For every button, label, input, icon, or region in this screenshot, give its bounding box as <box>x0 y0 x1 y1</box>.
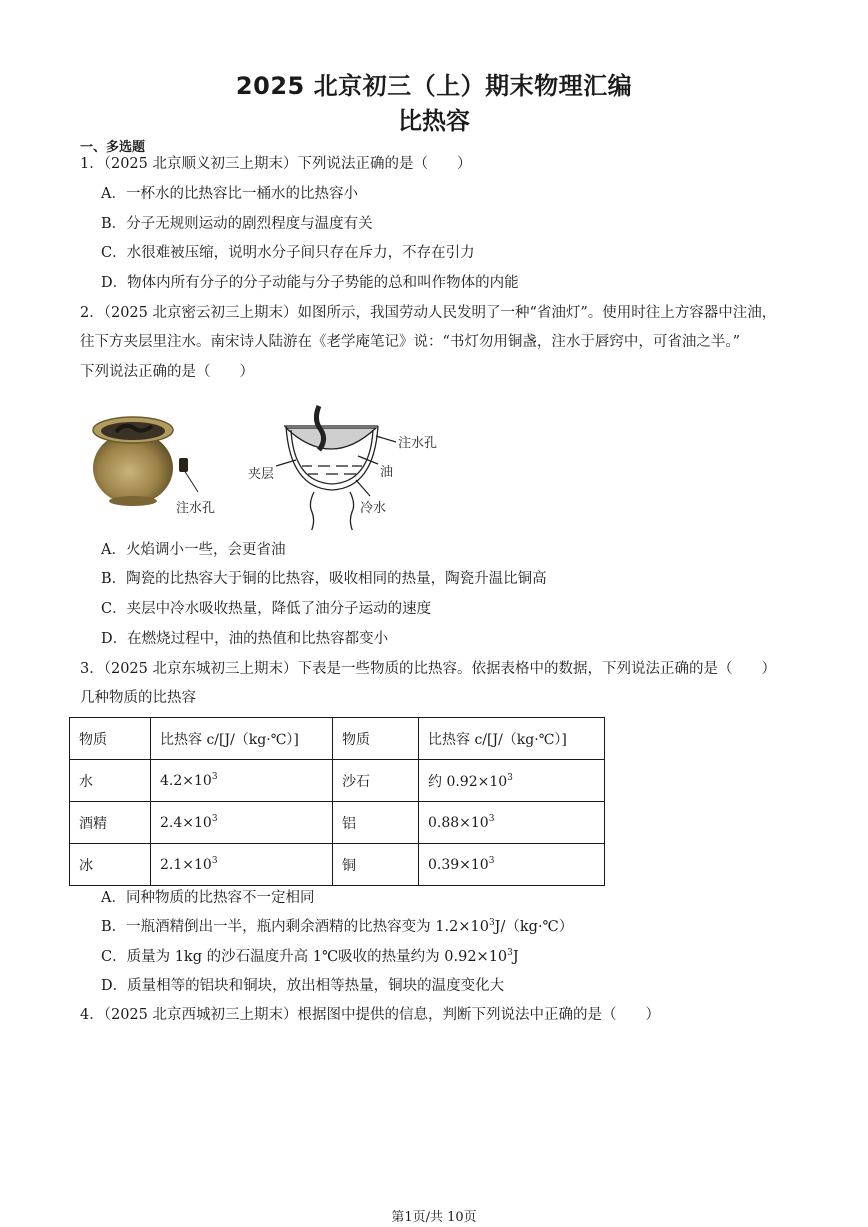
table-header-cell: 比热容 c/[J/（kg·℃）] <box>151 718 333 760</box>
question-1-option-a: A．一杯水的比热容比一桶水的比热容小 <box>101 186 358 202</box>
table-header-cell: 物质 <box>333 718 419 760</box>
table-header-row <box>70 718 605 760</box>
question-3-option-a: A．同种物质的比热容不一定相同 <box>101 890 315 906</box>
question-4-stem: 4．（2025 北京西城初三上期末）根据图中提供的信息，判断下列说法中正确的是（ ） <box>80 1007 660 1023</box>
question-3-option-d: D．质量相等的铝块和铜块，放出相等热量，铜块的温度变化大 <box>101 978 505 994</box>
question-2-stem-line-2: 往下方夹层里注水。南宋诗人陆游在《老学庵笔记》说：“书灯勿用铜盏，注水于唇窍中，可省油之半。” <box>80 334 741 350</box>
question-2-option-a: A．火焰调小一些，会更省油 <box>101 542 286 558</box>
substance-cell: 铜 <box>333 844 419 886</box>
water-inlet-hole <box>179 458 188 472</box>
question-3-option-c: C．质量为 1kg 的沙石温度升高 1℃吸收的热量约为 $0.92\times 10^3J$ <box>101 948 519 965</box>
diagram-layer-label: 夹层 <box>248 466 275 481</box>
oil-lamp-figure-svg <box>86 400 466 530</box>
value-cell: $4.2\times 10^3$ <box>151 760 333 802</box>
substance-cell: 冰 <box>70 844 151 886</box>
specific-heat-table <box>69 717 605 886</box>
page-subtitle: 比热容 <box>398 107 470 135</box>
substance-cell: 铝 <box>333 802 419 844</box>
question-2-option-d: D．在燃烧过程中，油的热值和比热容都变小 <box>101 631 389 647</box>
value-cell: $0.39\times 10^3$ <box>419 844 605 886</box>
question-3-stem: 3．（2025 北京东城初三上期末）下表是一些物质的比热容。依据表格中的数据，下列说法正确的是（ ） <box>80 661 776 677</box>
question-2-option-b: B．陶瓷的比热容大于铜的比热容，吸收相同的热量，陶瓷升温比铜高 <box>101 571 547 587</box>
question-3-option-b: B．一瓶酒精倒出一半，瓶内剩余酒精的比热容变为 $1.2\times 10^3J/(kg\cdot℃)$ <box>101 918 574 935</box>
diagram-water-label: 冷水 <box>360 500 387 515</box>
diagram-oil-label: 油 <box>380 464 394 479</box>
substance-cell: 酒精 <box>70 802 151 844</box>
question-2-stem-line-3: 下列说法正确的是（ ） <box>80 364 254 380</box>
diagram-inlet-label: 注水孔 <box>398 435 438 450</box>
value-cell: 约 $0.92\times 10^3$ <box>419 760 605 802</box>
table-row <box>70 802 605 844</box>
value-cell: $0.88\times 10^3$ <box>419 802 605 844</box>
table-caption: 几种物质的比热容 <box>80 690 196 706</box>
value-cell: $2.4\times 10^3$ <box>151 802 333 844</box>
table-row <box>70 760 605 802</box>
table-header-cell: 比热容 c/[J/（kg·℃）] <box>419 718 605 760</box>
question-1-option-d: D．物体内所有分子的分子动能与分子势能的总和叫作物体的内能 <box>101 275 519 291</box>
value-cell: $2.1\times 10^3$ <box>151 844 333 886</box>
photo-inlet-label: 注水孔 <box>176 500 216 515</box>
question-1-option-b: B．分子无规则运动的剧烈程度与温度有关 <box>101 216 373 232</box>
question-1-stem: 1．（2025 北京顺义初三上期末）下列说法正确的是（ ） <box>80 156 472 172</box>
question-2-option-c: C．夹层中冷水吸收热量，降低了油分子运动的速度 <box>101 601 432 617</box>
oil-lamp-photo <box>93 417 198 506</box>
question-1-option-c: C．水很难被压缩，说明水分子间只存在斥力，不存在引力 <box>101 245 475 261</box>
table-row <box>70 844 605 886</box>
question-2-stem-line-1: 2．（2025 北京密云初三上期末）如图所示，我国劳动人民发明了一种“省油灯”。使用时往上方容器中注油， <box>80 305 777 321</box>
section-heading: 一、多选题 <box>80 140 146 155</box>
table-header-cell: 物质 <box>70 718 151 760</box>
oil-lamp-figure <box>86 400 466 534</box>
substance-cell: 水 <box>70 760 151 802</box>
page-footer: 第1页/共 10页 <box>391 1210 477 1225</box>
page-title: 2025 北京初三（上）期末物理汇编 <box>235 72 633 100</box>
substance-cell: 沙石 <box>333 760 419 802</box>
